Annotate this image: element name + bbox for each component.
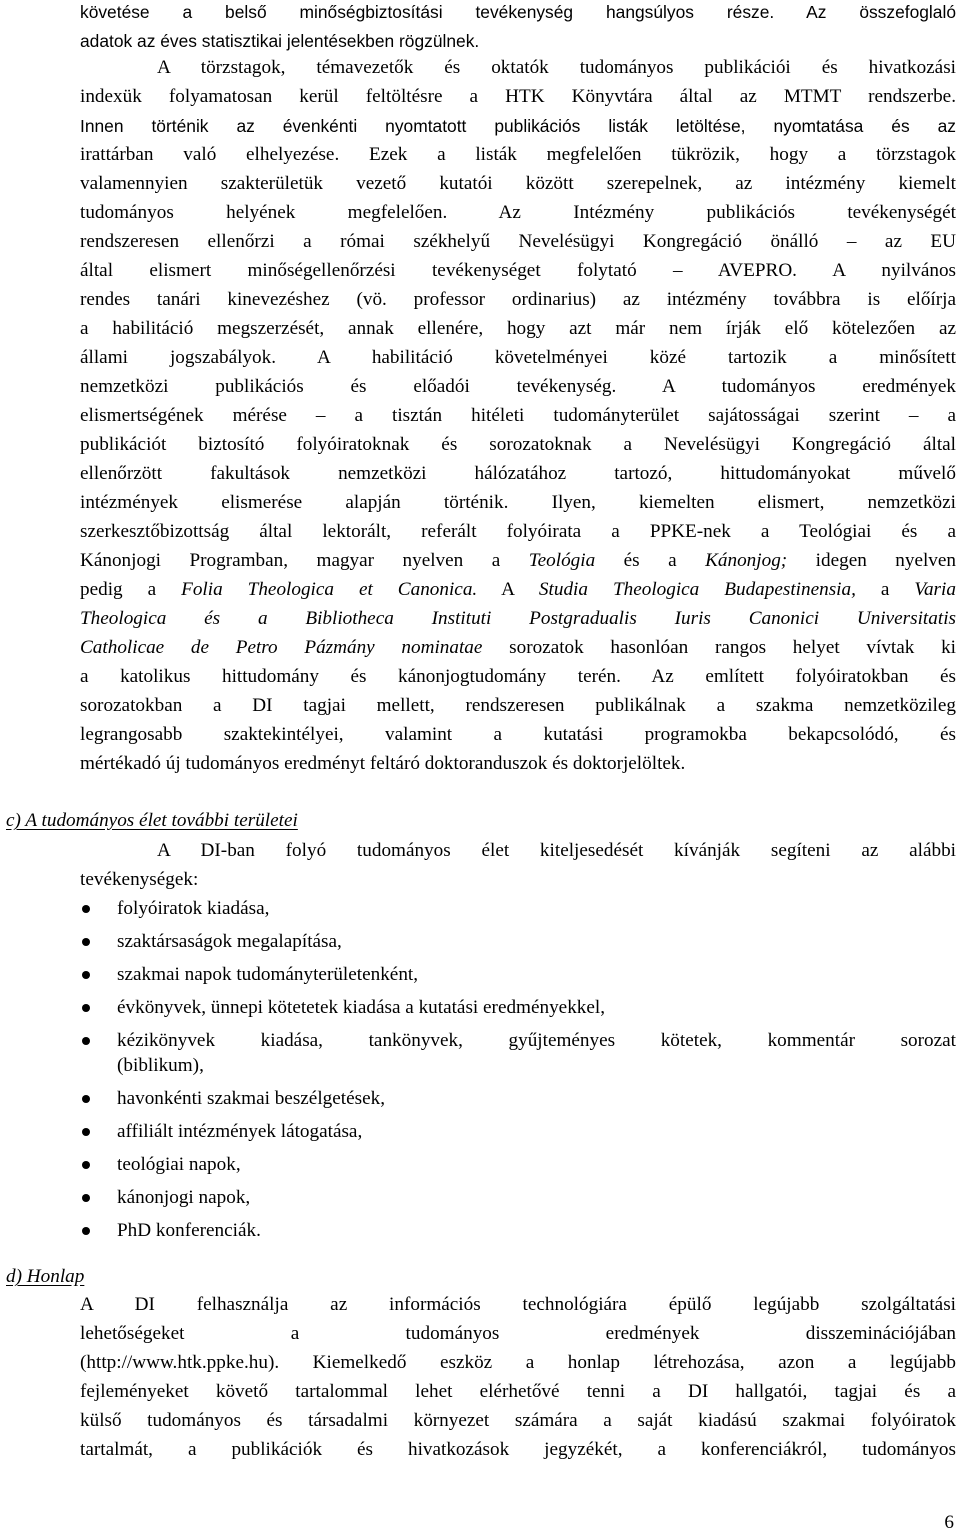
list-item: szakmai napok tudományterületenként,: [117, 964, 419, 985]
text-line: intézmények elismerése alapján történik. Ilyen, kiemelten elismert, nemzetközi: [80, 492, 956, 513]
series-title: Varia: [914, 579, 956, 600]
text-line: publikációt biztosító folyóiratoknak és sorozatoknak a Nevelésügyi Kongregáció által: [80, 434, 956, 455]
list-item: affiliált intézmények látogatása,: [117, 1121, 363, 1142]
journal-title: Folia Theologica et Canonica.: [181, 579, 478, 600]
list-item: szaktársaságok megalapítása,: [117, 931, 342, 952]
text-line: lehetőségeket a tudományos eredmények disszeminációjában: [80, 1323, 956, 1344]
list-item: folyóiratok kiadása,: [117, 898, 270, 919]
text-line: sorozatokban a DI tagjai mellett, rendszeresen publikálnak a szakma nemzetközileg: [80, 695, 956, 716]
text-line: a katolikus hittudomány és kánonjogtudomány terén. Az említett folyóiratokban és: [80, 666, 956, 687]
text-line: [80, 577, 956, 603]
text-span: és a: [595, 550, 706, 571]
bullet-icon: [82, 1037, 90, 1045]
list-item: teológiai napok,: [117, 1154, 241, 1175]
bullet-icon: [82, 1194, 90, 1202]
text-line: [80, 635, 956, 661]
text-line: [80, 548, 956, 574]
text-line: indexük folyamatosan kerül feltöltésre a HTK Könyvtára által az MTMT rendszerbe.: [80, 86, 956, 107]
text-line: irattárban való elhelyezése. Ezek a listák megfelelően tükrözik, hogy a törzstagok: [80, 144, 956, 165]
text-line: külső tudományos és társadalmi környezet számára a saját kiadású szakmai folyóiratok: [80, 1410, 956, 1431]
bullet-icon: [82, 1004, 90, 1012]
bullet-icon: [82, 1095, 90, 1103]
text-line: ellenőrzött fakultások nemzetközi hálózatához tartozó, hittudományokat művelő: [80, 463, 956, 484]
bullet-icon: [82, 1161, 90, 1169]
text-line: által elismert minőségellenőrzési tevékenységet folytató – AVEPRO. A nyilvános: [80, 260, 956, 281]
text-line: tartalmát, a publikációk és hivatkozások jegyzékét, a konferenciákról, tudományos: [80, 1439, 956, 1460]
bullet-icon: [82, 905, 90, 913]
text-span: idegen nyelven: [787, 550, 957, 571]
section-d-heading: d) Honlap: [6, 1266, 85, 1287]
text-line: adatok az éves statisztikai jelentésekben rögzülnek.: [80, 31, 480, 51]
paragraph-first-line: A törzstagok, témavezetők és oktatók tudományos publikációi és hivatkozási: [157, 57, 956, 78]
bullet-icon: [82, 1227, 90, 1235]
text-span: A: [477, 579, 539, 600]
section-c-intro-line: A DI-ban folyó tudományos élet kiteljesedését kívánják segíteni az alábbi: [157, 840, 956, 861]
text-line: követése a belső minőségbiztosítási tevékenység hangsúlyos része. Az összefoglaló: [80, 2, 956, 22]
list-item: PhD konferenciák.: [117, 1220, 261, 1241]
text-line: nemzetközi publikációs és előadói tevékenység. A tudományos eredmények: [80, 376, 956, 397]
text-line: elismertségének mérése – a tisztán hitéleti tudományterület sajátosságai szerint – a: [80, 405, 956, 426]
journal-title: Teológia: [528, 550, 596, 571]
text-span: pedig a: [80, 579, 182, 600]
series-title: Catholicae de Petro Pázmány nominatae: [80, 637, 483, 658]
text-line: szerkesztőbizottság által lektorált, referált folyóirata a PPKE-nek a Teológiai és a: [80, 521, 956, 542]
list-item: évkönyvek, ünnepi kötetetek kiadása a kutatási eredményekkel,: [117, 997, 606, 1018]
text-line: (http://www.htk.ppke.hu). Kiemelkedő eszköz a honlap létrehozása, azon a legújabb: [80, 1352, 956, 1373]
text-line: fejleményeket követő tartalommal lehet elérhetővé tenni a DI hallgatói, tagjai és a: [80, 1381, 956, 1402]
series-title: Studia Theologica Budapestinensia,: [538, 579, 856, 600]
list-item-continuation: (biblikum),: [117, 1055, 204, 1076]
text-span: Kánonjogi Programban, magyar nyelven a: [80, 550, 529, 571]
list-item: havonkénti szakmai beszélgetések,: [117, 1088, 385, 1109]
journal-title: Kánonjog;: [705, 550, 788, 571]
section-c-heading: c) A tudományos élet további területei: [6, 810, 298, 831]
bullet-icon: [82, 971, 90, 979]
text-line: tudományos helyének megfelelően. Az Intézmény publikációs tevékenységét: [80, 202, 956, 223]
text-line: legrangosabb szaktekintélyei, valamint a kutatási programokba bekapcsolódó, és: [80, 724, 956, 745]
text-line: A DI felhasználja az információs technológiára épülő legújabb szolgáltatási: [80, 1294, 956, 1315]
text-line: Innen történik az évenkénti nyomtatott publikációs listák letöltése, nyomtatása és az: [80, 116, 956, 136]
text-line: állami jogszabályok. A habilitáció követelményei közé tartozik a minősített: [80, 347, 956, 368]
text-line: rendszeresen ellenőrzi a római székhelyű Nevelésügyi Kongregáció önálló – az EU: [80, 231, 956, 252]
text-span: sorozatok hasonlóan rangos helyet vívtak ki: [482, 637, 956, 658]
series-title-line: Theologica és a Bibliotheca Instituti Postgradualis Iuris Canonici Universitatis: [80, 608, 956, 629]
list-item: kánonjogi napok,: [117, 1187, 251, 1208]
text-line: valamennyien szakterületük vezető kutatói között szerepelnek, az intézmény kiemelt: [80, 173, 956, 194]
section-c-intro-line: tevékenységek:: [80, 869, 199, 890]
bullet-icon: [82, 1128, 90, 1136]
text-line: mértékadó új tudományos eredményt feltáró doktoranduszok és doktorjelöltek.: [80, 753, 686, 774]
text-line: rendes tanári kinevezéshez (vö. professor ordinarius) az intézmény továbbra is előírja: [80, 289, 956, 310]
page-number: 6: [944, 1512, 954, 1533]
bullet-icon: [82, 938, 90, 946]
text-span: a: [855, 579, 915, 600]
list-item: kézikönyvek kiadása, tankönyvek, gyűjteményes kötetek, kommentár sorozat: [117, 1030, 956, 1051]
text-line: a habilitáció megszerzését, annak ellenére, hogy azt már nem írják elő kötelezően az: [80, 318, 956, 339]
